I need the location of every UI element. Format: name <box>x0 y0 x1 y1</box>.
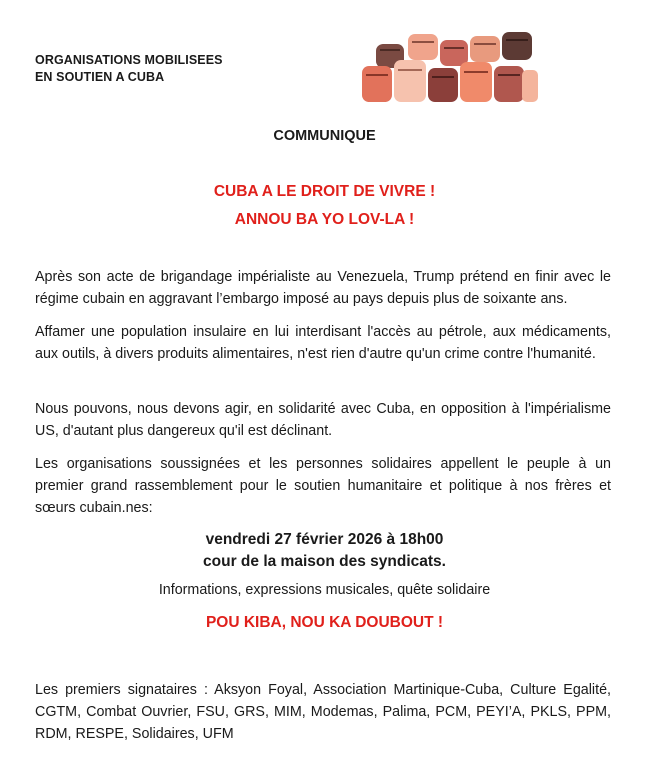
fist-icon <box>460 62 492 102</box>
raised-fists-illustration <box>362 30 538 102</box>
fist-icon <box>502 32 532 60</box>
fist-icon <box>494 66 524 102</box>
event-date: vendredi 27 février 2026 à 18h00 <box>205 531 444 548</box>
paragraph: Après son acte de brigandage impérialiste au Venezuela, Trump prétend en finir avec le régime cubain en aggravant l’embargo imposé au pays depuis plus de soixante ans. <box>35 269 611 307</box>
fist-icon <box>408 34 438 60</box>
event-place: cour de la maison des syndicats. <box>203 553 446 570</box>
closing-slogan: POU KIBA, NOU KA DOUBOUT ! <box>205 614 444 631</box>
fist-icon <box>470 36 500 62</box>
fist-icon <box>522 70 538 102</box>
org-name-line-1: ORGANISATIONS MOBILISEES <box>35 53 223 67</box>
signatories-list: Les premiers signataires : Aksyon Foyal, Association Martinique-Cuba, Culture Egalité, CGTM, Combat Ouvrier, FSU, GRS, MIM, Modemas, Palima, PCM, PEYI’A, PKLS, PPM, RDM, RESPE, Solidaires, UFM <box>35 682 611 742</box>
fist-icon <box>440 40 468 66</box>
paragraph: Les organisations soussignées et les personnes solidaires appellent le peuple à un premier grand rassemblement pour le soutien humanitaire et politique à nos frères et sœurs cubain.nes: <box>35 456 611 516</box>
paragraph: Nous pouvons, nous devons agir, en solidarité avec Cuba, en opposition à l'impérialisme US, d'autant plus dangereux qu'il est déclinant. <box>35 401 611 439</box>
org-name-line-2: EN SOUTIEN A CUBA <box>35 70 165 84</box>
headline-secondary: ANNOU BA YO LOV-LA ! <box>234 211 415 228</box>
organisation-header <box>35 52 223 86</box>
fist-icon <box>428 68 458 102</box>
paragraph: Affamer une population insulaire en lui interdisant l'accès au pétrole, aux médicaments, aux outils, à divers produits alimentaires, n'est rien d'autre qu'un crime contre l'humanité. <box>35 324 611 362</box>
fist-icon <box>394 60 426 102</box>
fist-icon <box>362 66 392 102</box>
headline-primary: CUBA A LE DROIT DE VIVRE ! <box>213 183 436 200</box>
document-type-label: COMMUNIQUE <box>273 128 376 144</box>
event-info: Informations, expressions musicales, quête solidaire <box>158 582 491 598</box>
